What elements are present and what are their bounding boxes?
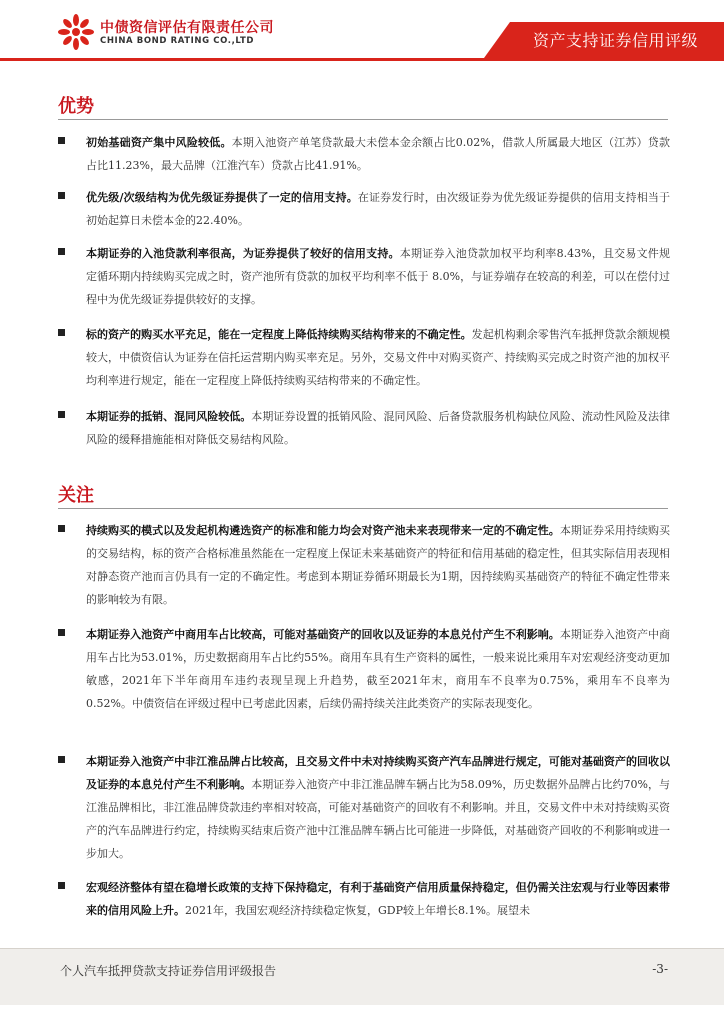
concern-item	[58, 623, 670, 715]
bullet-icon	[58, 248, 65, 255]
advantage-item	[58, 186, 670, 232]
report-type: 资产支持证券信用评级	[532, 31, 698, 50]
page-header	[0, 0, 724, 62]
bullet-icon	[58, 756, 65, 763]
concern-item	[58, 519, 670, 611]
bullet-icon	[58, 525, 65, 532]
item-body: 本期入池资产单笔贷款最大未偿本金余额占比0.02%，借款人所属最大地区（江苏）贷款占比11.23%，最大品牌（江淮汽车）贷款占比41.91%。	[86, 136, 670, 172]
page-number: -3-	[652, 962, 668, 976]
concern-item	[58, 750, 670, 865]
item-body: 2021年，我国宏观经济持续稳定恢复，GDP较上年增长8.1%。展望未	[185, 904, 530, 917]
bullet-icon	[58, 882, 65, 889]
header-divider	[0, 58, 724, 61]
bullet-icon	[58, 629, 65, 636]
concern-item	[58, 876, 670, 922]
item-body: 本期证券设置的抵销风险、混同风险、后备贷款服务机构缺位风险、流动性风险及法律风险的缓释措施能相对降低交易结构风险。	[86, 410, 671, 446]
bullet-icon	[58, 329, 65, 336]
item-heading: 本期证券的入池贷款利率很高，为证券提供了较好的信用支持。	[86, 247, 400, 260]
item-body: 本期证券入池资产中商用车占比为53.01%，历史数据商用车占比约55%。商用车具有生产资料的属性，一般来说比乘用车对宏观经济变动更加敏感，2021年下半年商用车违约表现呈现上升趋势，截至2021年末，商用车不良率为0.75%，乘用车不良率为0.52%。中债资信在评级过程中已考虑此因素，后续仍需持续关注此类资产的实际表现变化。	[86, 628, 671, 710]
item-heading: 标的资产的购买水平充足，能在一定程度上降低持续购买结构带来的不确定性。	[86, 328, 472, 341]
item-body: 本期证券入池资产中非江淮品牌车辆占比为58.09%，历史数据外品牌占比约70%，与江淮品牌相比，非江淮品牌贷款违约率相对较高，可能对基础资产的回收有不利影响。并且，交易文件中未对持续购买资产的汽车品牌进行约定，持续购买结束后资产池中江淮品牌车辆占比可能进一步降低，对基础资产回收的不利影响或进一步加大。	[86, 778, 671, 860]
footer-report-title: 个人汽车抵押贷款支持证券信用评级报告	[60, 964, 277, 978]
advantage-item	[58, 323, 670, 392]
section-divider	[58, 119, 668, 120]
item-heading: 本期证券的抵销、混同风险较低。	[86, 410, 252, 423]
advantage-item	[58, 242, 670, 311]
item-heading: 优先级/次级结构为优先级证券提供了一定的信用支持。	[86, 191, 358, 204]
bullet-icon	[58, 137, 65, 144]
bullet-icon	[58, 411, 65, 418]
item-body: 本期证券采用持续购买的交易结构，标的资产合格标准虽然能在一定程度上保证未来基础资产的特征和信用基础的稳定性，但其实际信用表现相对静态资产池而言仍具有一定的不确定性。考虑到本期证券循环期最长为1期，因持续购买基础资产的特征不确定性带来的影响较为有限。	[86, 524, 671, 606]
item-heading: 本期证券入池资产中商用车占比较高，可能对基础资产的回收以及证券的本息兑付产生不利影响。	[86, 628, 560, 641]
company-name-cn: 中债资信评估有限责任公司	[100, 20, 274, 36]
company-name-en: CHINA BOND RATING CO.,LTD	[100, 36, 255, 46]
item-body: 在证券发行时，由次级证券为优先级证券提供的信用支持相当于初始起算日未偿本金的22.40%。	[86, 191, 670, 227]
item-heading: 本期证券入池资产中非江淮品牌占比较高，且交易文件中未对持续购买资产汽车品牌进行规定，可能对基础资产的回收以及证券的本息兑付产生不利影响。	[86, 755, 670, 791]
item-heading: 宏观经济整体有望在稳增长政策的支持下保持稳定，有利于基础资产信用质量保持稳定，但仍需关注宏观与行业等因素带来的信用风险上升。	[86, 881, 670, 917]
section-divider	[58, 508, 668, 509]
item-body: 发起机构剩余零售汽车抵押贷款余额规模较大，中债资信认为证券在信托运营期内购买率充足。另外，交易文件中对购买资产、持续购买完成之时资产池的加权平均利率进行规定，能在一定程度上降低持续购买结构带来的不确定性。	[86, 328, 670, 387]
section-title-advantages: 优势	[58, 96, 94, 117]
company-logo-icon	[58, 14, 94, 50]
item-heading: 持续购买的模式以及发起机构遴选资产的标准和能力均会对资产池未来表现带来一定的不确定性。	[86, 524, 560, 537]
bullet-icon	[58, 192, 65, 199]
item-heading: 初始基础资产集中风险较低。	[86, 136, 232, 149]
advantage-item	[58, 131, 670, 177]
advantage-item	[58, 405, 670, 451]
item-body: 本期证券入池贷款加权平均利率8.43%，且交易文件规定循环期内持续购买完成之时，资产池所有贷款的加权平均利率不低于 8.0%，与证券端存在较高的利差，可以在偿付过程中为优先级证券提供较好的支撑。	[86, 247, 670, 306]
section-title-concerns: 关注	[58, 485, 94, 506]
